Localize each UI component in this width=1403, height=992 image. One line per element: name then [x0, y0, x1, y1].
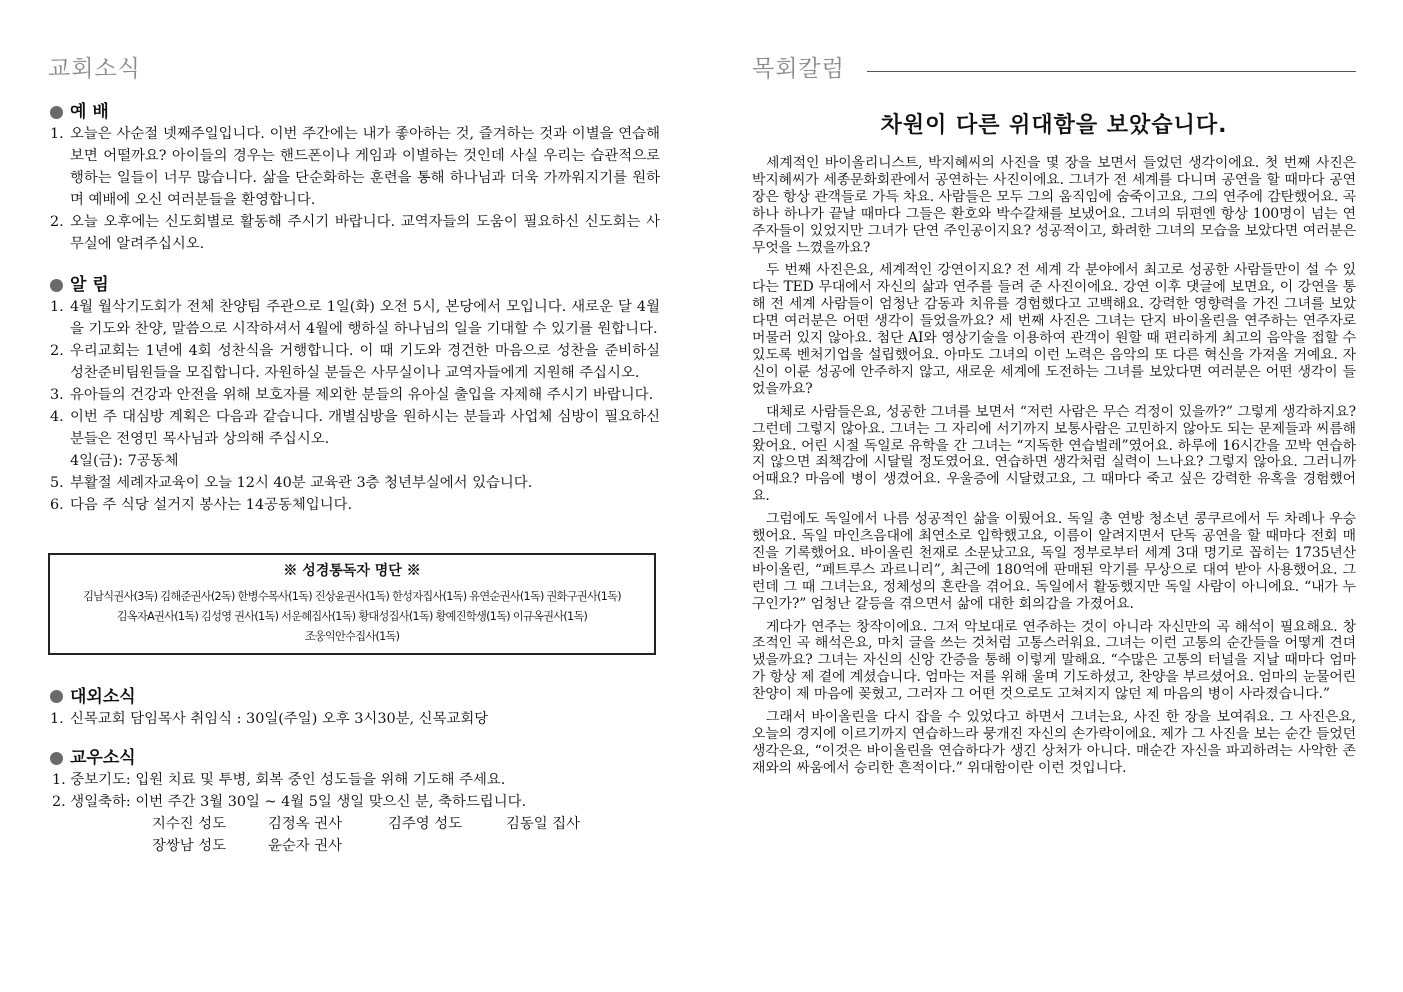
bullet-icon — [50, 106, 63, 119]
bullet-icon — [50, 279, 63, 292]
list-item: 1. 신목교회 담임목사 취임식 : 30일(주일) 오후 3시30분, 신목교회당 — [50, 710, 489, 727]
notice-heading — [50, 273, 660, 297]
notice-list — [48, 297, 660, 450]
visit-schedule: 4일(금): 7공동체 — [70, 452, 179, 469]
birthday-name: 김정옥 권사 — [268, 816, 343, 833]
list-item: 1. 4월 월삭기도회가 전체 찬양팀 주관으로 1일(화) 오전 5시, 본당에서 모입니다. 새로운 달 4월을 기도와 찬양, 말씀으로 시작하셔서 4월에 행하실 하나님의 일을 기대할 수 있기를 원합니다. — [50, 299, 660, 338]
bible-readers-line: 김남식권사(3독) 김해준권사(2독) 한병수목사(1독) 진상윤권사(1독) 한성자집사(1독) 유연순권사(1독) 권화구권사(1독) — [83, 589, 621, 603]
bullet-icon — [50, 752, 63, 765]
list-item: 1. 오늘은 사순절 넷째주일입니다. 이번 주간에는 내가 좋아하는 것, 즐겨하는 것과 이별을 연습해 보면 어떨까요? 아이들의 경우는 핸드폰이나 게임과 이별하는 것인데 사실 우리는 습관적으로 행하는 일들이 너무 많습니다. 삶을 단순화하는 훈련을 통해 하나님과 더욱 가까워지기를 원하며 예배에 오신 여러분들을 환영합니다. — [50, 126, 660, 208]
pastor-column-title: 목회칼럼 — [752, 56, 845, 82]
worship-heading-text: 예 배 — [70, 102, 109, 122]
birthday-name: 김주영 성도 — [388, 816, 463, 833]
header-rule — [867, 71, 1356, 72]
birthday-names — [48, 836, 660, 858]
right-page — [752, 52, 1356, 783]
column-paragraph: 그럼에도 독일에서 나름 성공적인 삶을 이뤘어요. 독일 총 연방 청소년 콩쿠르에서 두 차례나 우승했어요. 독일 마인츠음대에 최연소로 입학했고요, 이름이 알려지면서 단독 공연을 할 때마다 전회 매진을 기록했어요. 바이올린 천재로 소문났고요, 독일 정부로부터 세계 3대 명기로 꼽히는 1735년산 바이올린, “페트루스 과르니리”, 최근에 180억에 판매된 악기를 무상으로 대여 받아 사용했어요. 그런데 그 때 그녀는요, 정체성의 혼란을 겪어요. 독일에서 활동했지만 독일 사람이 아니에요. “내가 누구인가?” 엄청난 갈등을 겪으면서 삶에 대한 회의감을 가졌어요. — [752, 511, 1356, 612]
column-paragraph: 두 번째 사진은요, 세계적인 강연이지요? 전 세계 각 분야에서 최고로 성공한 사람들만이 설 수 있다는 TED 무대에서 자신의 삶과 연주를 들려 준 사진이에요. 강연 이후 댓글에 보면요, 이 강연을 통해 전 세계 사람들이 엄청난 감동과 치유를 경험했다고 고백해요. 강력한 영향력을 가진 그녀를 보았다면 여러분은 어떤 생각이 들었을까요? 세 번째 사진은 그녀는 단지 바이올린을 연주하는 연주자로 머물러 있지 않아요. 첨단 AI와 영상기술을 이용하여 관객이 원할 때 편리하게 최고의 음악을 접할 수 있도록 벤처기업을 설립했어요. 아마도 그녀의 이런 노력은 음악의 또 다른 혁신을 가져올 거예요. 자신이 이룬 성공에 안주하지 않고, 새로운 세계에 도전하는 그녀를 보았다면 여러분은 어떤 생각이 들었을까요? — [752, 262, 1356, 397]
notice-heading-text: 알 림 — [70, 275, 109, 296]
column-headline: 차원이 다른 위대함을 보았습니다. — [880, 113, 1228, 138]
church-news-title: 교회소식 — [48, 56, 141, 82]
notice-list-continued — [48, 473, 660, 517]
bullet-icon — [50, 690, 63, 703]
column-paragraph: 그래서 바이올린을 다시 잡을 수 있었다고 하면서 그녀는요, 사진 한 장을 보여줘요. 그 사진은요, 오늘의 경지에 이르기까지 연습하느라 뭉개진 자신의 손가락이에요. 제가 그 사진을 보는 순간 들었던 생각은요, “이것은 바이올린을 연습하다가 생긴 상처가 아니다. 매순간 자신을 파괴하려는 사악한 존재와의 싸움에서 승리한 흔적이다.” 위대함이란 이런 것입니다. — [752, 709, 1356, 776]
external-news-list — [48, 709, 660, 731]
bible-readers-title: ※ 성경통독자 명단 ※ — [283, 562, 421, 579]
birthday-name: 장쌍남 성도 — [152, 838, 227, 855]
members-news-heading — [50, 746, 660, 770]
list-item: 3. 유아들의 건강과 안전을 위해 보호자를 제외한 분들의 유아실 출입을 자제해 주시기 바랍니다. — [50, 387, 654, 404]
external-news-heading — [50, 685, 660, 709]
birthday-notice: 2. 생일축하: 이번 주간 3월 30일 ~ 4월 5일 생일 맞으신 분, 축하드립니다. — [52, 794, 527, 811]
left-page — [48, 52, 660, 858]
pastor-column-header — [752, 52, 1356, 86]
birthday-name: 지수진 성도 — [152, 816, 227, 833]
worship-list — [48, 124, 660, 255]
members-news-heading-text: 교우소식 — [70, 748, 136, 769]
list-item: 2. 우리교회는 1년에 4회 성찬식을 거행합니다. 이 때 기도와 경건한 마음으로 성찬을 준비하실 성찬준비팀원들을 모집합니다. 자원하실 분들은 사무실이나 교역자들에게 지원해 주십시오. — [50, 343, 660, 382]
list-item: 5. 부활절 세례자교육이 오늘 12시 40분 교육관 3층 청년부실에서 있습니다. — [50, 474, 533, 491]
worship-heading — [50, 100, 660, 124]
birthday-name: 김동일 집사 — [506, 816, 581, 833]
bible-readers-line: 김옥자A권사(1독) 김성영 권사(1독) 서운혜집사(1독) 황대성집사(1독) 황예진학생(1독) 이규옥권사(1독) — [116, 609, 588, 623]
bible-readers-line: 조웅익안수집사(1독) — [304, 629, 400, 643]
bible-readers-box — [48, 553, 656, 655]
prayer-request: 1. 중보기도: 입원 치료 및 투병, 회복 중인 성도들을 위해 기도해 주세요. — [52, 772, 506, 789]
birthday-names — [48, 814, 660, 836]
column-paragraph: 대체로 사람들은요, 성공한 그녀를 보면서 “저런 사람은 무슨 걱정이 있을까?” 그렇게 생각하지요? 그런데 그렇지 않아요. 그녀는 그 자리에 서기까지 보통사람은 고민하지 않아도 되는 문제들과 씨름해 왔어요. 어린 시절 독일로 유학을 간 그녀는 “지독한 연습벌레”였어요. 하루에 16시간을 꼬박 연습하지 않으면 죄책감에 시달릴 정도였어요. 연습하면 생각처럼 실력이 느나요? 그렇지 않아요. 그러니까 어때요? 마음에 병이 생겼어요. 우울증에 시달렸고요, 그 때마다 죽고 싶은 강력한 유혹을 경험했어요. — [752, 403, 1356, 505]
birthday-name: 윤순자 권사 — [268, 838, 343, 855]
list-item: 6. 다음 주 식당 설거지 봉사는 14공동체입니다. — [50, 496, 353, 513]
list-item: 2. 오늘 오후에는 신도회별로 활동해 주시기 바랍니다. 교역자들의 도움이 필요하신 신도회는 사무실에 알려주십시오. — [50, 213, 660, 252]
list-item: 4. 이번 주 대심방 계획은 다음과 같습니다. 개별심방을 원하시는 분들과 사업체 심방이 필요하신 분들은 전영민 목사님과 상의해 주십시오. — [50, 408, 660, 447]
column-paragraph: 게다가 연주는 창작이에요. 그저 악보대로 연주하는 것이 아니라 자신만의 곡 해석이 필요해요. 창조적인 곡 해석은요, 마치 글을 쓰는 것처럼 고통스러워요. 그녀는 이런 고통의 순간들을 어떻게 견뎌냈을까요? 그녀는 자신의 신앙 간증을 통해 이렇게 말해요. “수많은 고통의 터널을 지날 때마다 엄마가 항상 제 곁에 계셨습니다. 엄마는 저를 위해 울며 기도하셨고, 찬양을 부르셨어요. 엄마의 눈물어린 찬양이 제 마음에 꽂혔고, 그러자 그 어떤 것으로도 고쳐지지 않던 제 마음의 병이 사라졌습니다.” — [752, 618, 1356, 703]
column-paragraph: 세계적인 바이올리니스트, 박지혜씨의 사진을 몇 장을 보면서 들었던 생각이에요. 첫 번째 사진은 박지혜씨가 세종문화회관에서 공연하는 사진이에요. 그녀가 전 세계를 다니며 공연을 할 때마다 공연장은 항상 관객들로 가득 차요. 사람들은 모두 그의 움직임에 숨죽이고요, 그의 연주에 감탄했어요. 곡 하나 하나가 끝날 때마다 그들은 환호와 박수갈채를 보냈어요. 그녀의 뒤편엔 항상 100명이 넘는 연주자들이 있었지만 그녀가 단연 주인공이지요? 성공적이고, 화려한 그녀의 모습을 보았다면 여러분은 무엇을 느꼈을까요? — [752, 155, 1356, 256]
external-news-heading-text: 대외소식 — [70, 686, 136, 707]
